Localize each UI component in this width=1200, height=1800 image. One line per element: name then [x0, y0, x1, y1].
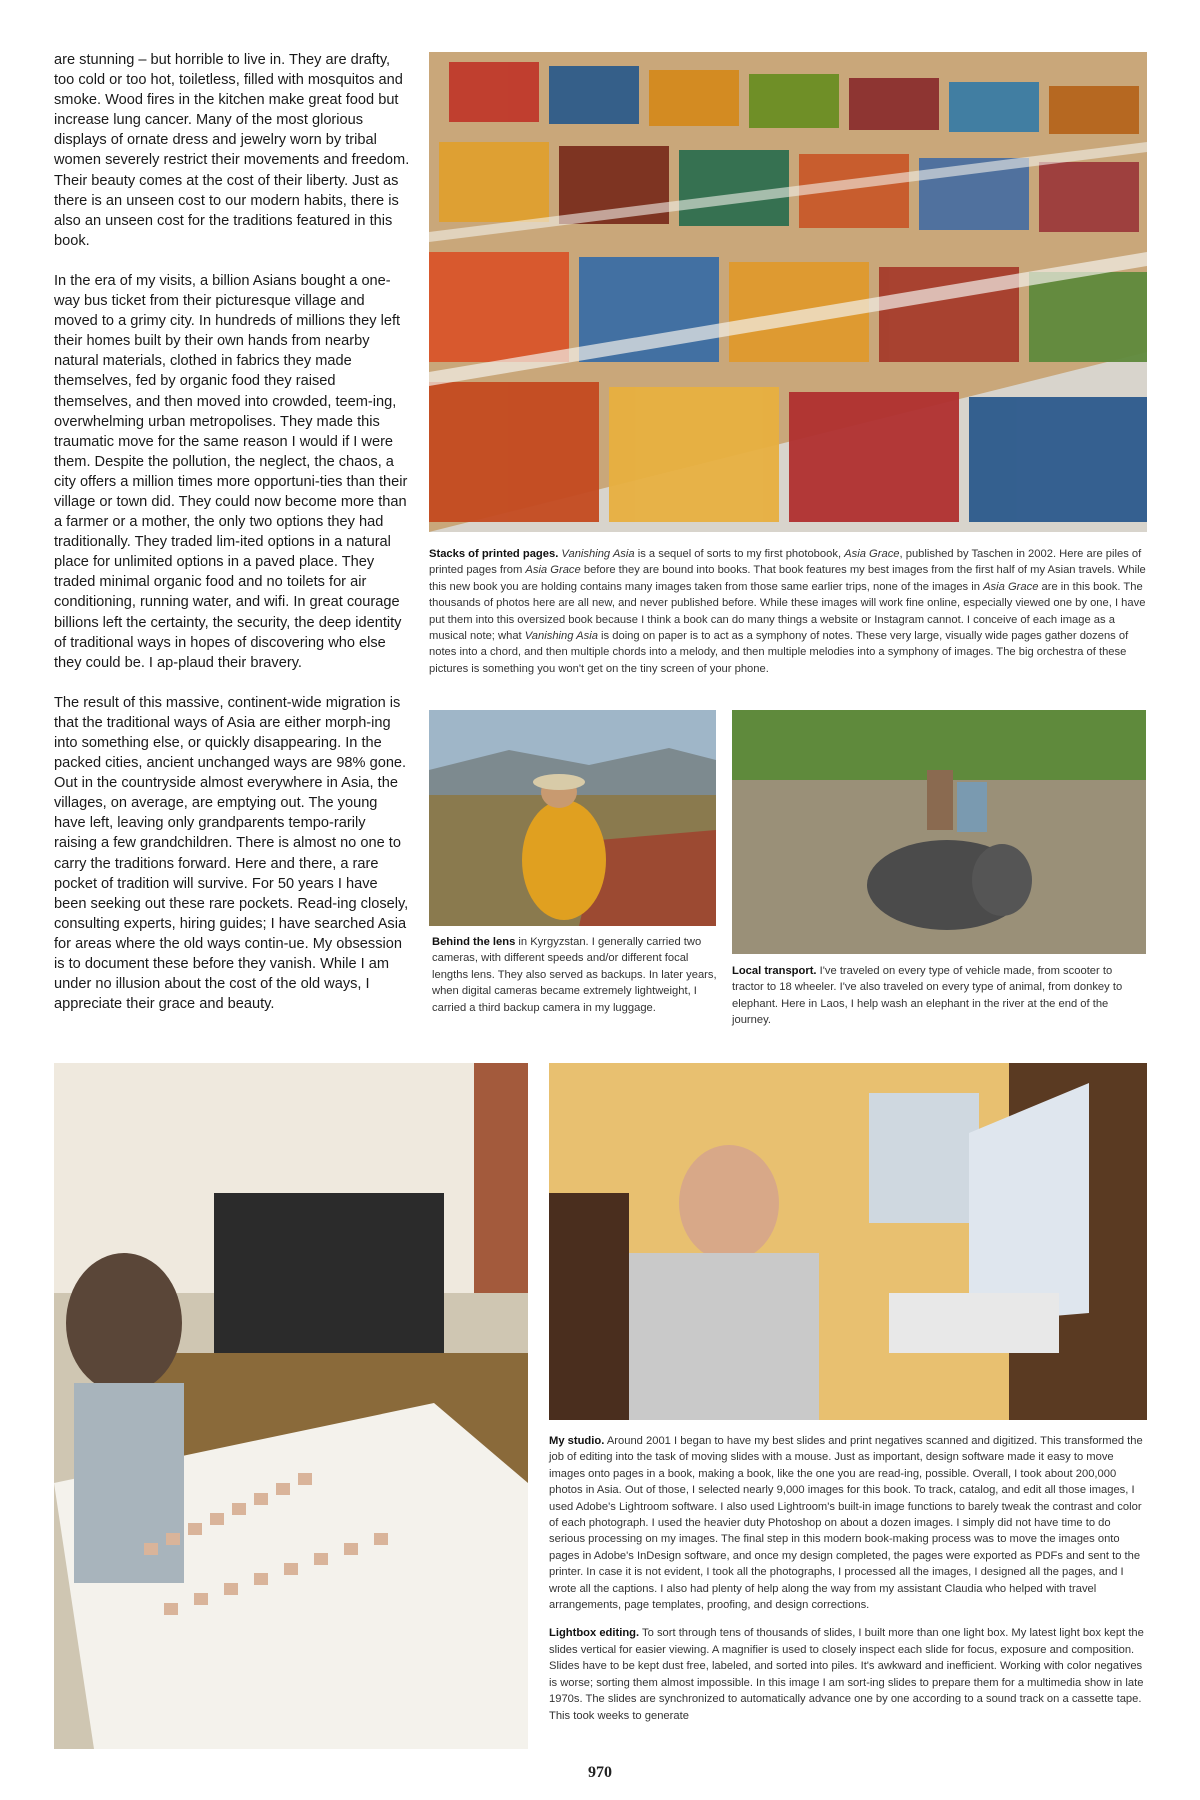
page-number: 970	[588, 1764, 612, 1781]
caption-lead: Stacks of printed pages.	[429, 548, 559, 560]
book-title: Vanishing Asia	[524, 630, 598, 643]
caption-text: in Kyrgyzstan. I generally carried two cameras, with different speeds and/or different focal lengths lens. They also served as backups. In later years, when digital cameras became extremely lightweight, I carried a third backup camera in my luggage.	[432, 936, 717, 1014]
book-title: Vanishing Asia	[561, 548, 635, 560]
caption-text: before they are bound into books. That book features my best images from the first half of my Asian travels. While this new book you are holding contains many images taken from those same earlier trips, none of the images in	[429, 564, 1146, 593]
caption-text: Around 2001 I began to have my best slides and print negatives scanned and digitized. This transformed the job of editing into the task of moving slides with a mouse. Just as important, design software made it easy to move images onto pages in a book, making a book, like the one you are read-ing, possible. Overall, I took about 200,000 photos in Asia. Out of those, I selected nearly 9,000 images for this book. To track, catalog, and edit all those images, I used Adobe's Lightroom software. I also used Lightroom's built-in image functions to barely tweak the contrast and color of each photograph. I used the heavier duty Photoshop on about a dozen images. I simply did not have time to do serious processing on my images. The final step in this modern book-making process was to move the images onto pages in Adobe's InDesign software, and once my design completed, the pages were exported as PDFs and sent to the printer. In case it is not evident, I took all the photographs, I processed all the images, I designed all the pages, and I wrote all the captions. I also had plenty of help along the way from my assistant Claudia who helped with travel arrangements, page templates, proofing, and design corrections.	[549, 1435, 1143, 1612]
caption-lead: My studio.	[549, 1435, 605, 1447]
caption-text: , published by Taschen in 2002. Here are piles of printed pages from	[429, 548, 1142, 577]
caption-my-studio	[549, 1433, 1147, 1613]
caption-text: are in this book. The thousands of photos here are all new, and never published before. While these images will work fine online, especially viewed one by one, I have put them into this oversized book because I think a book can do many things a website or Instagram cannot. I conceive of each image as a musical note; what	[429, 580, 1146, 643]
book-title: Asia Grace	[983, 580, 1039, 593]
body-paragraph-2: In the era of my visits, a billion Asians bought a one-way bus ticket from their picturesque village and moved to a grimy city. In hundreds of millions they left their homes built by their own hands from nearby natural materials, clothed in fabrics they made themselves, fed by organic food they raised themselves, and then moved into crowded, teem-ing, overwhelming urban metropolises. They made this traumatic move for the same reason I would if I were them. Despite the pollution, the neglect, the chaos, a city offers a million times more opportuni-ties than their village or town did. They could now become more than a farmer or a mother, the only two options they had traditionally. They traded lim-ited options in a natural place for unlimited options in a paved place. They traded minimal organic food and no toilets for air conditioning, running water, and wifi. In great courage billions left the certainty, the security, the deep identity of traditional ways in hopes of discovering who else they could be. I ap-plaud their bravery.	[54, 272, 408, 671]
caption-lead: Lightbox editing.	[549, 1627, 640, 1640]
photo-my-studio	[549, 1063, 1147, 1420]
photo-behind-the-lens	[429, 710, 716, 926]
caption-text: is a sequel of sorts to my first photobook,	[634, 548, 845, 560]
caption-local-transport	[732, 963, 1146, 1029]
caption-text: is doing on paper is to act as a symphony of notes. These very large, visually wide pages gather dozens of notes into a chord, and then multiple chords into a melody, and then multiple melodies into a symphony of images. The big orchestra of these pictures is something you won't get on the tiny screen of your phone.	[429, 630, 1129, 675]
body-paragraph-1: are stunning – but horrible to live in. They are drafty, too cold or too hot, toiletless, filled with mosquitos and smoke. Wood fires in the kitchen make great food but increase lung cancer. Many of the most glorious displays of ornate dress and jewelry worn by tribal women severely restrict their movements and freedom. Their beauty comes at the cost of their liberty. Just as there is an unseen cost to our modern habits, there is also an unseen cost for the traditions featured in this book.	[54, 52, 410, 249]
photo-lightbox-editing	[54, 1063, 528, 1749]
book-title: Asia Grace	[525, 564, 581, 577]
caption-lead: Behind the lens	[432, 936, 516, 948]
caption-my-studio-and-lightbox	[549, 1433, 1147, 1736]
book-title: Asia Grace	[844, 548, 900, 560]
body-paragraph-3: The result of this massive, continent-wide migration is that the traditional ways of Asia are either morph-ing into something else, or quickly disappearing. In the packed cities, ancient unchanged ways are 98% gone. Out in the countryside almost everywhere in Asia, the villages, on average, are emptying out. The young have left, leaving only grandparents tempo-rarily raising a few grandchildren. There is almost no one to carry the traditions forward. Here and there, a rare pocket of tradition will survive. For 50 years I have been seeking out these rare pockets. Read-ing closely, consulting experts, hiring guides; I have searched Asia for areas where the old ways contin-ue. My obsession is to document these before they vanish. While I am under no illusion about the cost of the old ways, I appreciate their grace and beauty.	[54, 694, 409, 1013]
photo-stacks-of-printed-pages	[429, 52, 1147, 532]
photo-local-transport	[732, 710, 1146, 954]
caption-text: I've traveled on every type of vehicle made, from scooter to tractor to 18 wheeler. I've also traveled on every type of animal, from donkey to elephant. Here in Laos, I help wash an elephant in the river at the end of the journey.	[732, 965, 1123, 1027]
caption-lead: Local transport.	[732, 965, 817, 977]
body-text-column	[54, 50, 410, 1034]
caption-lightbox-editing	[549, 1625, 1147, 1723]
caption-stacks-of-printed-pages	[429, 546, 1147, 677]
caption-behind-the-lens	[432, 934, 720, 1016]
caption-text: To sort through tens of thousands of slides, I built more than one light box. My latest light box kept the slides vertical for easier viewing. A magnifier is used to closely inspect each slide for focus, exposure and composition. Slides have to be kept dust free, labeled, and sorted into piles. It's awkward and inefficient. Working with color negatives is worse; sorting them almost impossible. In this image I am sort-ing slides to prepare them for a multimedia show in late 1970s. The slides are synchronized to automatically advance one by one according to a sound track on a cassette tape. This took weeks to generate	[549, 1627, 1144, 1722]
